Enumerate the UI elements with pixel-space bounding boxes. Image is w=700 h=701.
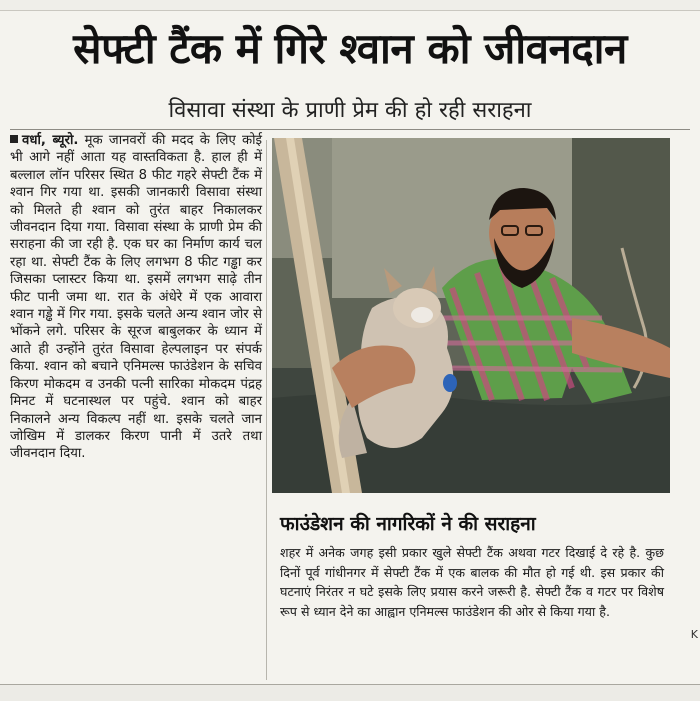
subheadline-rule <box>10 129 690 130</box>
headline: सेफ्टी टैंक में गिरे श्वान को जीवनदान <box>73 24 627 73</box>
bottom-page-strip <box>0 684 700 701</box>
dateline: वर्धा, ब्यूरो. <box>22 133 79 148</box>
square-bullet-icon <box>10 135 18 143</box>
box-title: फाउंडेशन की नागरिकों ने की सराहना <box>280 513 536 535</box>
top-page-strip <box>0 0 700 11</box>
article-body-column <box>10 132 262 682</box>
edge-mark: K <box>690 628 698 641</box>
dog-rescue-photo <box>272 138 670 493</box>
box-body-text: शहर में अनेक जगह इसी प्रकार खुले सेफ्टी टैंक अथवा गटर दिखाई दे रहे है. कुछ दिनों पूर्व गांधीनगर में सेफ्टी टैंक में एक बालक की मौत हो गई थी. इस प्रकार की घटनाएं निरंतर न घटे इसके लिए प्रयास करने जरूरी है. सेफ्टी टैंक व गटर पर विशेष रूप से ध्यान देने का आह्वान एनिमल्स फाउंडेशन की ओर से किया गया है. <box>280 545 664 619</box>
article-body-text: मूक जानवरों की मदद के लिए कोई भी आगे नहीं आता यह वास्तविकता है. हाल ही में बल्लाल लॉन परिसर स्थित 8 फीट गहरे सेफ्टी टैंक में श्वान गिर गया था. इसकी जानकारी विसावा संस्था को मिलते ही श्वान को तुरंत बाहर निकालकर जीवनदान दिया गया. विसावा संस्था के प्राणी प्रेम की सराहना की जा रही है. एक घर का निर्माण कार्य चल रहा था. सेफ्टी टैंक के लिए लगभग 8 फीट गड्ढा कर जिसका प्लास्टर किया था. इसमें लगभग साढ़े तीन फीट पानी जमा था. रात के अंधेरे में एक आवारा श्वान गड्ढे में गिर गया. इसके चलते अन्य श्वान जोर से भोंकने लगे. परिसर के सूरज बाबुलकर के ध्यान में आते ही उन्होंने तुरंत विसावा हेल्पलाइन पर संपर्क किया. श्वान को बचाने एनिमल्स फाउंडेशन के सचिव किरण मोकदम व उनकी पत्नी सारिका मोकदम पंद्रह मिनट में घटनास्थल पर पहुंचे. श्वान को बाहर निकालने अन्य विकल्प नहीं था. इसके चलते जान जोखिम में डालकर किरण पानी में उतरे तथा जीवनदान दिया. <box>10 133 263 462</box>
column-divider <box>266 140 267 680</box>
dog-rescue-illustration <box>272 138 670 493</box>
subheadline: विसावा संस्था के प्राणी प्रेम की हो रही सराहना <box>168 98 532 123</box>
